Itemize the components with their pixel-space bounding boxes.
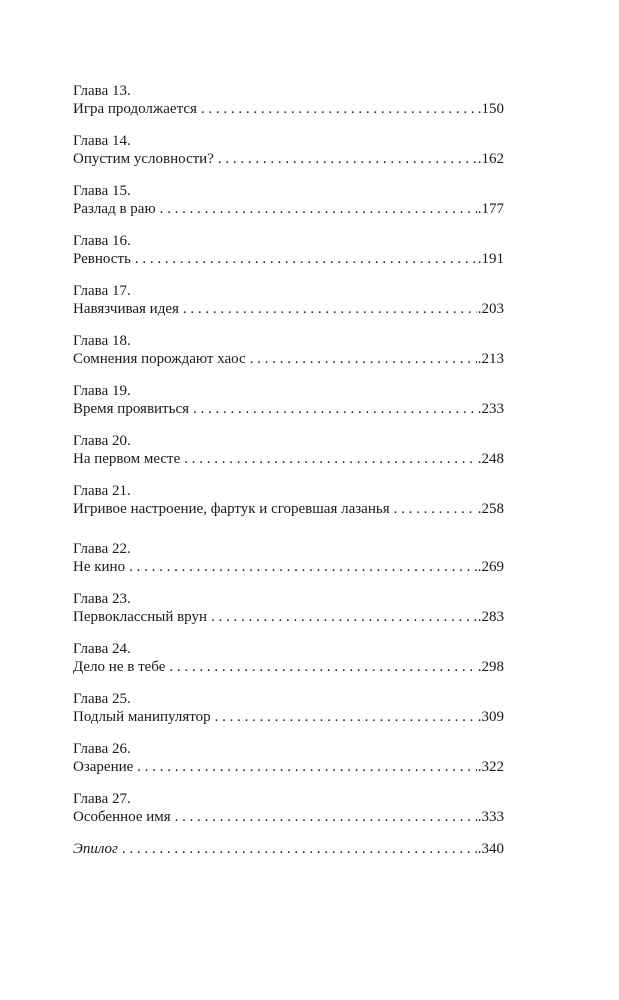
toc-entry-13	[73, 82, 504, 118]
chapter-title: Первоклассный врун	[73, 609, 208, 625]
dot-leader	[250, 350, 477, 368]
chapter-title: Опустим условности?	[73, 151, 214, 167]
chapter-number: Глава 16.	[73, 233, 131, 249]
chapter-number: Глава 17.	[73, 283, 131, 299]
toc-line	[73, 708, 504, 726]
chapter-title: Игривое настроение, фартук и сгоревшая лазанья	[73, 501, 390, 517]
toc-line	[73, 250, 504, 268]
toc-entry-15	[73, 182, 504, 218]
chapter-number: Глава 14.	[73, 133, 131, 149]
toc-entry-23	[73, 590, 504, 626]
page-number: .269	[477, 559, 504, 575]
chapter-number: Глава 22.	[73, 541, 131, 557]
chapter-number: Глава 25.	[73, 691, 131, 707]
toc-entry-16	[73, 232, 504, 268]
page-number: .177	[477, 201, 504, 217]
page-number: .283	[477, 609, 504, 625]
toc-entry-25	[73, 690, 504, 726]
dot-leader	[183, 300, 477, 318]
page-number: .340	[477, 841, 504, 857]
page-number: .298	[477, 659, 504, 675]
toc-entry-26	[73, 740, 504, 776]
toc-line	[73, 808, 504, 826]
chapter-number: Глава 20.	[73, 433, 131, 449]
toc-line	[73, 450, 504, 468]
toc-line	[73, 758, 504, 776]
dot-leader	[137, 758, 476, 776]
page-number: .333	[477, 809, 504, 825]
toc-entry-17	[73, 282, 504, 318]
toc-entry-epilogue	[73, 840, 504, 858]
chapter-title: Разлад в раю	[73, 201, 156, 217]
chapter-title: Ревность	[73, 251, 131, 267]
toc-entry-27	[73, 790, 504, 826]
chapter-number: Глава 19.	[73, 383, 131, 399]
chapter-title: Сомнения порождают хаос	[73, 351, 246, 367]
toc-entry-18	[73, 332, 504, 368]
chapter-title: Не кино	[73, 559, 126, 575]
toc-entry-22	[73, 540, 504, 576]
dot-leader	[169, 658, 476, 676]
toc-line	[73, 400, 504, 418]
page-number: .203	[477, 301, 504, 317]
page-number: .258	[477, 501, 504, 517]
toc-line	[73, 100, 504, 118]
chapter-title: Особенное имя	[73, 809, 171, 825]
page-number: .309	[477, 709, 504, 725]
chapter-title: Дело не в тебе	[73, 659, 166, 675]
toc-line	[73, 350, 504, 368]
chapter-title: Озарение	[73, 759, 134, 775]
chapter-number: Глава 21.	[73, 483, 131, 499]
toc-entry-24	[73, 640, 504, 676]
page-number: .150	[477, 101, 504, 117]
dot-leader	[175, 808, 477, 826]
toc-line	[73, 658, 504, 676]
chapter-number: Глава 13.	[73, 83, 131, 99]
dot-leader	[215, 708, 477, 726]
toc-entry-21	[73, 482, 504, 518]
dot-leader	[160, 200, 477, 218]
page-number: .213	[477, 351, 504, 367]
dot-leader	[218, 150, 477, 168]
chapter-number: Глава 26.	[73, 741, 131, 757]
epilogue-title: Эпилог	[73, 841, 118, 857]
toc-line	[73, 500, 504, 518]
page-number: .191	[477, 251, 504, 267]
table-of-contents	[73, 82, 504, 872]
chapter-number: Глава 24.	[73, 641, 131, 657]
chapter-title: Навязчивая идея	[73, 301, 179, 317]
dot-leader	[135, 250, 477, 268]
toc-line	[73, 300, 504, 318]
chapter-number: Глава 27.	[73, 791, 131, 807]
dot-leader	[201, 100, 477, 118]
dot-leader	[184, 450, 476, 468]
page-number: .233	[477, 401, 504, 417]
toc-line	[73, 150, 504, 168]
page-number: .248	[477, 451, 504, 467]
chapter-number: Глава 18.	[73, 333, 131, 349]
dot-leader	[211, 608, 477, 626]
chapter-title: Время проявиться	[73, 401, 190, 417]
chapter-title: Игра продолжается	[73, 101, 197, 117]
chapter-title: На первом месте	[73, 451, 181, 467]
dot-leader	[394, 500, 477, 518]
chapter-number: Глава 15.	[73, 183, 131, 199]
toc-line	[73, 200, 504, 218]
page-number: .322	[477, 759, 504, 775]
dot-leader	[193, 400, 477, 418]
toc-entry-14	[73, 132, 504, 168]
toc-line	[73, 608, 504, 626]
toc-entry-19	[73, 382, 504, 418]
toc-line	[73, 840, 504, 858]
dot-leader	[129, 558, 477, 576]
chapter-title: Подлый манипулятор	[73, 709, 211, 725]
toc-line	[73, 558, 504, 576]
chapter-number: Глава 23.	[73, 591, 131, 607]
page-number: .162	[477, 151, 504, 167]
dot-leader	[122, 840, 477, 858]
toc-entry-20	[73, 432, 504, 468]
